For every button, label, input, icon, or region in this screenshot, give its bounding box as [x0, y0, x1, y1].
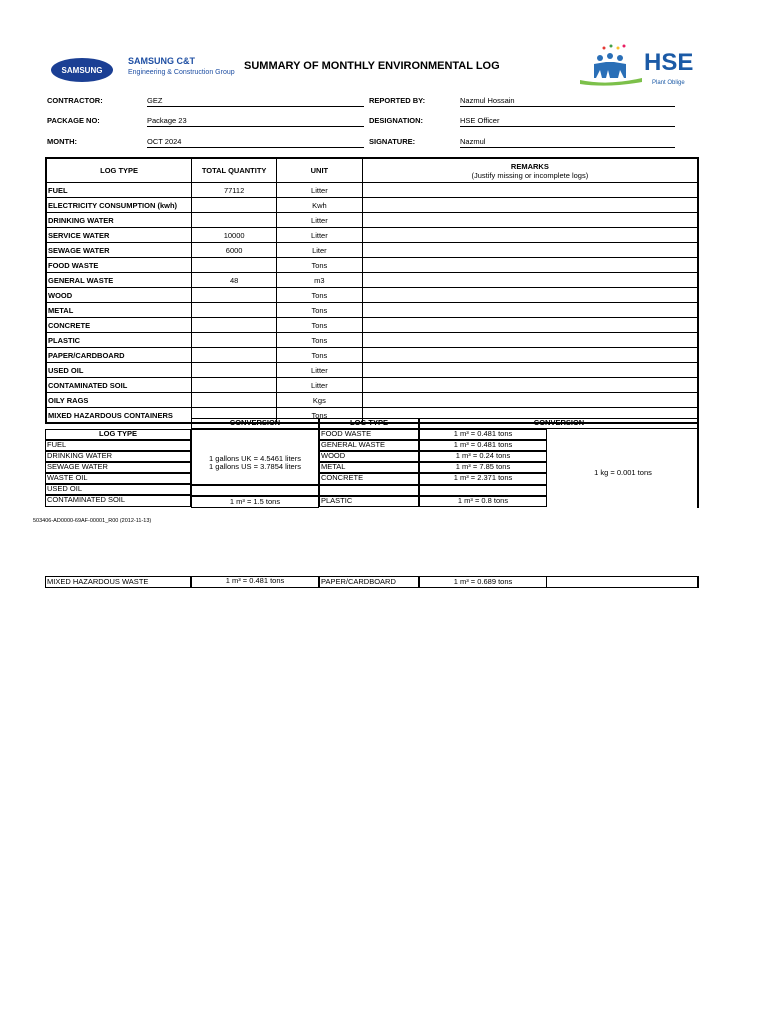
bottom-empty-cell	[547, 576, 699, 588]
table-row	[46, 318, 698, 333]
log-type-cell: DRINKING WATER	[46, 213, 192, 228]
total-quantity-cell	[192, 303, 277, 318]
log-type-cell: ELECTRICITY CONSUMPTION (kwh)	[46, 198, 192, 213]
remarks-subtitle: (Justify missing or incomplete logs)	[471, 170, 589, 180]
month-value: OCT 2024	[147, 136, 364, 148]
conv-right-value: 1 m³ = 0.481 tons	[453, 440, 513, 449]
table-row	[46, 288, 698, 303]
table-row	[46, 333, 698, 348]
log-type-cell: SERVICE WATER	[46, 228, 192, 243]
log-type-cell: CONCRETE	[46, 318, 192, 333]
package-value: Package 23	[147, 115, 364, 127]
header-log-type: LOG TYPE	[46, 158, 192, 183]
conv-empty-cell	[319, 485, 419, 496]
reported-by-label: REPORTED BY:	[369, 96, 426, 105]
remarks-cell	[362, 393, 698, 408]
remarks-cell	[362, 303, 698, 318]
month-label: MONTH:	[47, 137, 77, 146]
total-quantity-cell	[192, 378, 277, 393]
log-type-cell: GENERAL WASTE	[46, 273, 192, 288]
contractor-label: CONTRACTOR:	[47, 96, 103, 105]
signature-value: Nazmul	[460, 136, 675, 148]
table-row	[46, 348, 698, 363]
header-remarks	[362, 158, 698, 183]
bottom-right-conv: 1 m³ = 0.689 tons	[453, 577, 513, 586]
samsung-logo-text: SAMSUNG	[61, 66, 103, 75]
conv-left-type: USED OIL	[47, 484, 83, 493]
total-quantity-cell: 48	[192, 273, 277, 288]
page-title: SUMMARY OF MONTHLY ENVIRONMENTAL LOG	[244, 60, 500, 72]
kg-conv: 1 kg = 0.001 tons	[594, 468, 652, 477]
samsung-logo	[50, 56, 114, 84]
soil-conv: 1 m³ = 1.5 tons	[229, 497, 281, 506]
conv-right-value: 1 m³ = 0.481 tons	[453, 429, 513, 438]
bottom-right-type: PAPER/CARDBOARD	[321, 577, 396, 586]
conv-header-right: CONVERSION	[533, 418, 585, 427]
table-row	[46, 258, 698, 273]
total-quantity-cell	[192, 318, 277, 333]
conv-left-type: WASTE OIL	[47, 473, 88, 482]
remarks-cell	[362, 258, 698, 273]
total-quantity-cell	[192, 363, 277, 378]
unit-cell: Litter	[277, 228, 363, 243]
total-quantity-cell	[192, 333, 277, 348]
table-row	[46, 378, 698, 393]
used-oil-conv-cell	[191, 485, 319, 496]
log-type-cell: FUEL	[46, 183, 192, 198]
conv-left-type: DRINKING WATER	[47, 451, 112, 460]
conv-left-type: FUEL	[47, 440, 67, 449]
bottom-left-type: MIXED HAZARDOUS WASTE	[47, 577, 149, 586]
unit-cell: Tons	[277, 408, 363, 424]
log-type-cell: FOOD WASTE	[46, 258, 192, 273]
total-quantity-cell	[192, 348, 277, 363]
designation-value: HSE Officer	[460, 115, 675, 127]
conv-right-type: FOOD WASTE	[321, 429, 372, 438]
total-quantity-cell	[192, 393, 277, 408]
log-type-header-right: LOG TYPE	[350, 418, 388, 427]
package-label: PACKAGE NO:	[47, 116, 100, 125]
conv-left-type: CONTAMINATED SOIL	[47, 495, 126, 504]
unit-cell: m3	[277, 273, 363, 288]
header-total-quantity: TOTAL QUANTITY	[192, 158, 277, 183]
unit-cell: Litter	[277, 363, 363, 378]
log-table	[45, 157, 699, 424]
unit-cell: Tons	[277, 348, 363, 363]
log-type-header-left: LOG TYPE	[99, 429, 137, 438]
header-unit: UNIT	[277, 158, 363, 183]
log-type-cell: CONTAMINATED SOIL	[46, 378, 192, 393]
table-row	[46, 183, 698, 198]
conv-right-type: PLASTIC	[321, 496, 353, 505]
signature-label: SIGNATURE:	[369, 137, 416, 146]
remarks-cell	[362, 288, 698, 303]
total-quantity-cell: 6000	[192, 243, 277, 258]
table-row	[46, 363, 698, 378]
unit-cell: Litter	[277, 183, 363, 198]
unit-cell: Tons	[277, 288, 363, 303]
log-type-cell: OILY RAGS	[46, 393, 192, 408]
remarks-cell	[362, 378, 698, 393]
conv-right-type: GENERAL WASTE	[321, 440, 386, 449]
remarks-cell	[362, 273, 698, 288]
hse-logo-text: HSE	[644, 49, 694, 76]
table-row	[46, 243, 698, 258]
company-subtitle: Engineering & Construction Group	[128, 69, 235, 76]
total-quantity-cell	[192, 198, 277, 213]
table-row	[46, 273, 698, 288]
conv-header-left: CONVERSION	[229, 418, 281, 427]
total-quantity-cell: 77112	[192, 183, 277, 198]
log-type-cell: USED OIL	[46, 363, 192, 378]
total-quantity-cell: 10000	[192, 228, 277, 243]
log-type-cell: PLASTIC	[46, 333, 192, 348]
total-quantity-cell	[192, 258, 277, 273]
remarks-cell	[362, 363, 698, 378]
remarks-cell	[362, 348, 698, 363]
gallon-us-conv: 1 gallons US = 3.7854 liters	[209, 462, 301, 471]
remarks-cell	[362, 183, 698, 198]
table-row	[46, 213, 698, 228]
remarks-cell	[362, 243, 698, 258]
table-row	[46, 393, 698, 408]
conv-right-type: CONCRETE	[321, 473, 364, 482]
unit-cell: Tons	[277, 303, 363, 318]
conv-right-value: 1 m³ = 0.8 tons	[457, 496, 509, 505]
remarks-cell	[362, 333, 698, 348]
unit-cell: Litter	[277, 378, 363, 393]
conv-right-type: METAL	[321, 462, 346, 471]
log-type-cell: SEWAGE WATER	[46, 243, 192, 258]
unit-cell: Liter	[277, 243, 363, 258]
unit-cell: Kgs	[277, 393, 363, 408]
unit-cell: Litter	[277, 213, 363, 228]
total-quantity-cell	[192, 288, 277, 303]
unit-cell: Tons	[277, 258, 363, 273]
bottom-left-conv: 1 m³ = 0.481 tons	[225, 576, 285, 585]
unit-cell: Tons	[277, 333, 363, 348]
contractor-value: GEZ	[147, 95, 364, 107]
document-reference: 503406-AD0000-69AF-00001_R00 (2012-11-13)	[33, 518, 152, 524]
conv-right-value: 1 m³ = 7.85 tons	[455, 462, 511, 471]
designation-label: DESIGNATION:	[369, 116, 424, 125]
conv-left-type: SEWAGE WATER	[47, 462, 108, 471]
unit-cell: Tons	[277, 318, 363, 333]
remarks-cell	[362, 318, 698, 333]
remarks-title: REMARKS	[510, 161, 549, 171]
conv-right-type: WOOD	[321, 451, 346, 460]
remarks-cell	[362, 228, 698, 243]
log-type-cell: PAPER/CARDBOARD	[46, 348, 192, 363]
remarks-cell	[362, 213, 698, 228]
table-row	[46, 198, 698, 213]
company-name: SAMSUNG C&T	[128, 56, 195, 66]
total-quantity-cell	[192, 213, 277, 228]
conv-right-value: 1 m³ = 0.24 tons	[455, 451, 511, 460]
table-row	[46, 303, 698, 318]
log-type-cell: MIXED HAZARDOUS CONTAINERS	[46, 408, 192, 424]
table-row	[46, 228, 698, 243]
conv-empty-cell	[419, 485, 547, 496]
gallon-uk-conv: 1 gallons UK = 4.5461 liters	[209, 454, 301, 463]
log-type-cell: METAL	[46, 303, 192, 318]
remarks-cell	[362, 198, 698, 213]
hse-tagline: Plant Oblige	[652, 80, 685, 86]
log-type-cell: WOOD	[46, 288, 192, 303]
conv-left-type-cell	[45, 440, 191, 451]
conv-right-value: 1 m³ = 2.371 tons	[453, 473, 513, 482]
reported-by-value: Nazmul Hossain	[460, 95, 675, 107]
unit-cell: Kwh	[277, 198, 363, 213]
hse-logo	[578, 42, 702, 88]
